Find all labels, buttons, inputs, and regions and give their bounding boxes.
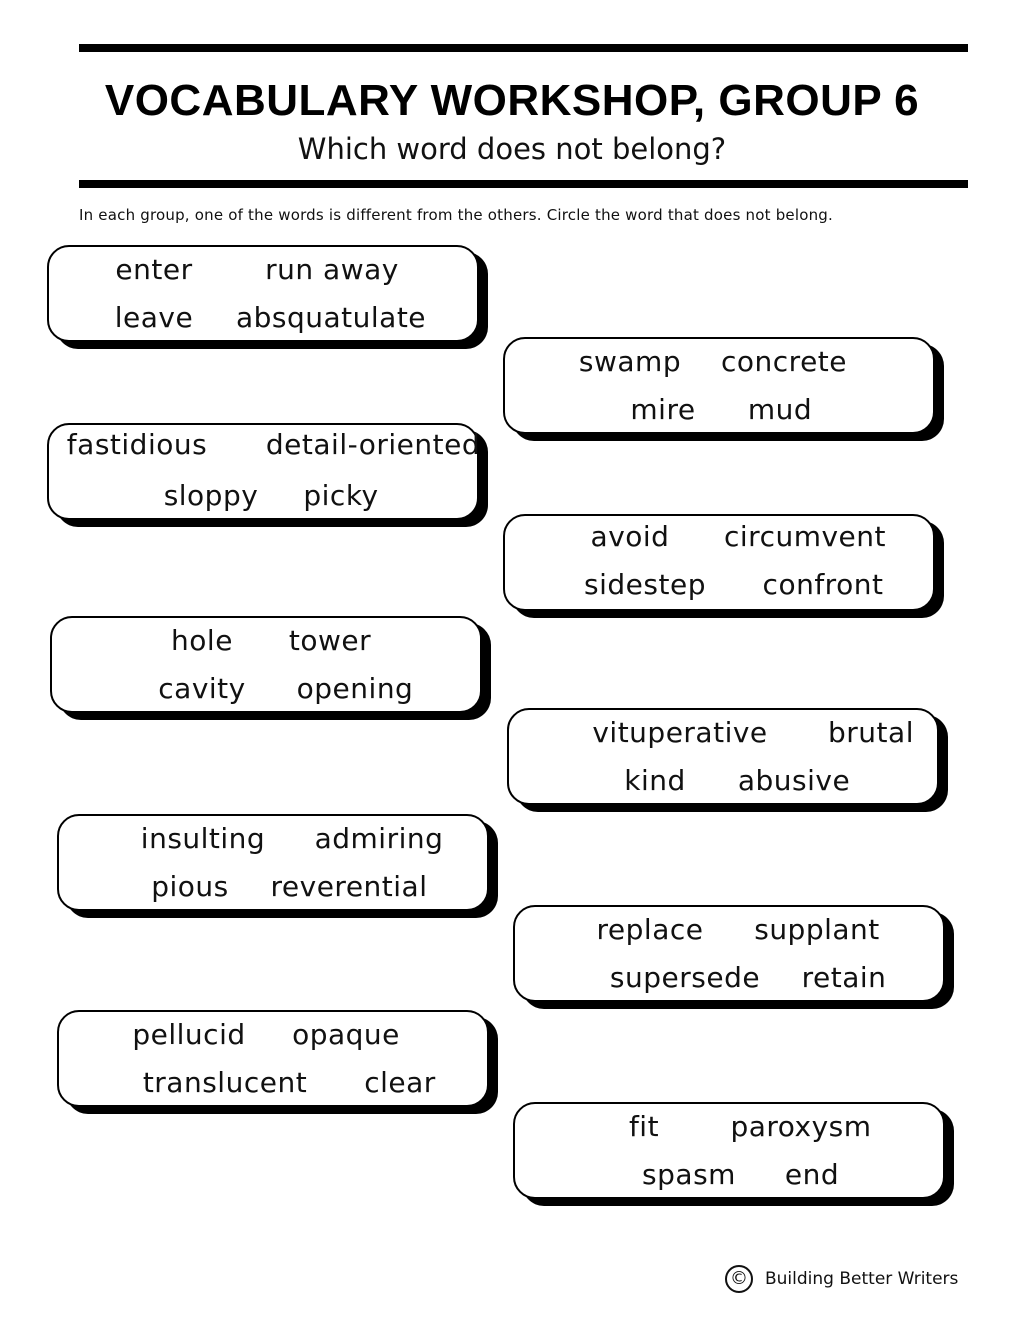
word[interactable]: mud (747, 393, 813, 426)
word[interactable]: detail-oriented (265, 428, 481, 461)
word[interactable]: pellucid (132, 1018, 246, 1051)
word[interactable]: sloppy (163, 479, 259, 512)
word[interactable]: kind (624, 764, 686, 797)
word-group-3 (47, 423, 479, 520)
word[interactable]: abusive (737, 764, 851, 797)
word[interactable]: picky (303, 479, 379, 512)
word[interactable]: fit (628, 1110, 660, 1143)
word[interactable]: insulting (140, 822, 266, 855)
page-title: VOCABULARY WORKSHOP, GROUP 6 (104, 76, 920, 125)
word-group-1 (47, 245, 479, 342)
word[interactable]: opaque (292, 1018, 400, 1051)
word[interactable]: supersede (609, 961, 761, 994)
word[interactable]: mire (630, 393, 696, 426)
word[interactable]: sidestep (584, 568, 706, 601)
word[interactable]: swamp (578, 345, 682, 378)
word[interactable]: tower (288, 624, 372, 657)
word[interactable]: translucent (142, 1066, 308, 1099)
top-rule (79, 44, 968, 52)
word[interactable]: end (784, 1158, 840, 1191)
word[interactable]: circumvent (723, 520, 887, 553)
word[interactable]: confront (762, 568, 884, 601)
word[interactable]: enter (115, 253, 193, 286)
word[interactable]: retain (801, 961, 887, 994)
word-group-5 (50, 616, 482, 713)
word-group-8 (513, 905, 945, 1002)
word[interactable]: avoid (590, 520, 670, 553)
word[interactable]: supplant (754, 913, 880, 946)
word-group-9 (57, 1010, 489, 1107)
footer (725, 1263, 958, 1295)
word-group-4 (503, 514, 935, 611)
instructions: In each group, one of the words is different from the others. Circle the word that does not belong. (79, 206, 833, 224)
word-group-7 (57, 814, 489, 911)
word[interactable]: pious (151, 870, 229, 903)
word[interactable]: absquatulate (235, 301, 427, 334)
word[interactable]: opening (296, 672, 414, 705)
word[interactable]: run away (265, 253, 399, 286)
footer-credit: Building Better Writers (765, 1269, 959, 1289)
word[interactable]: brutal (828, 716, 914, 749)
word-group-10 (513, 1102, 945, 1199)
word-group-6 (507, 708, 939, 805)
bottom-rule (79, 180, 968, 188)
word[interactable]: concrete (721, 345, 847, 378)
word[interactable]: reverential (270, 870, 428, 903)
word[interactable]: fastidious (66, 428, 208, 461)
word[interactable]: paroxysm (730, 1110, 872, 1143)
word[interactable]: vituperative (592, 716, 768, 749)
copyright-icon: © (725, 1265, 753, 1293)
word[interactable]: hole (171, 624, 233, 657)
word-group-2 (503, 337, 935, 434)
word[interactable]: cavity (158, 672, 246, 705)
word[interactable]: spasm (642, 1158, 736, 1191)
word[interactable]: leave (114, 301, 194, 334)
word[interactable]: clear (364, 1066, 436, 1099)
word[interactable]: admiring (314, 822, 444, 855)
word[interactable]: replace (596, 913, 704, 946)
page-subtitle: Which word does not belong? (297, 132, 727, 166)
